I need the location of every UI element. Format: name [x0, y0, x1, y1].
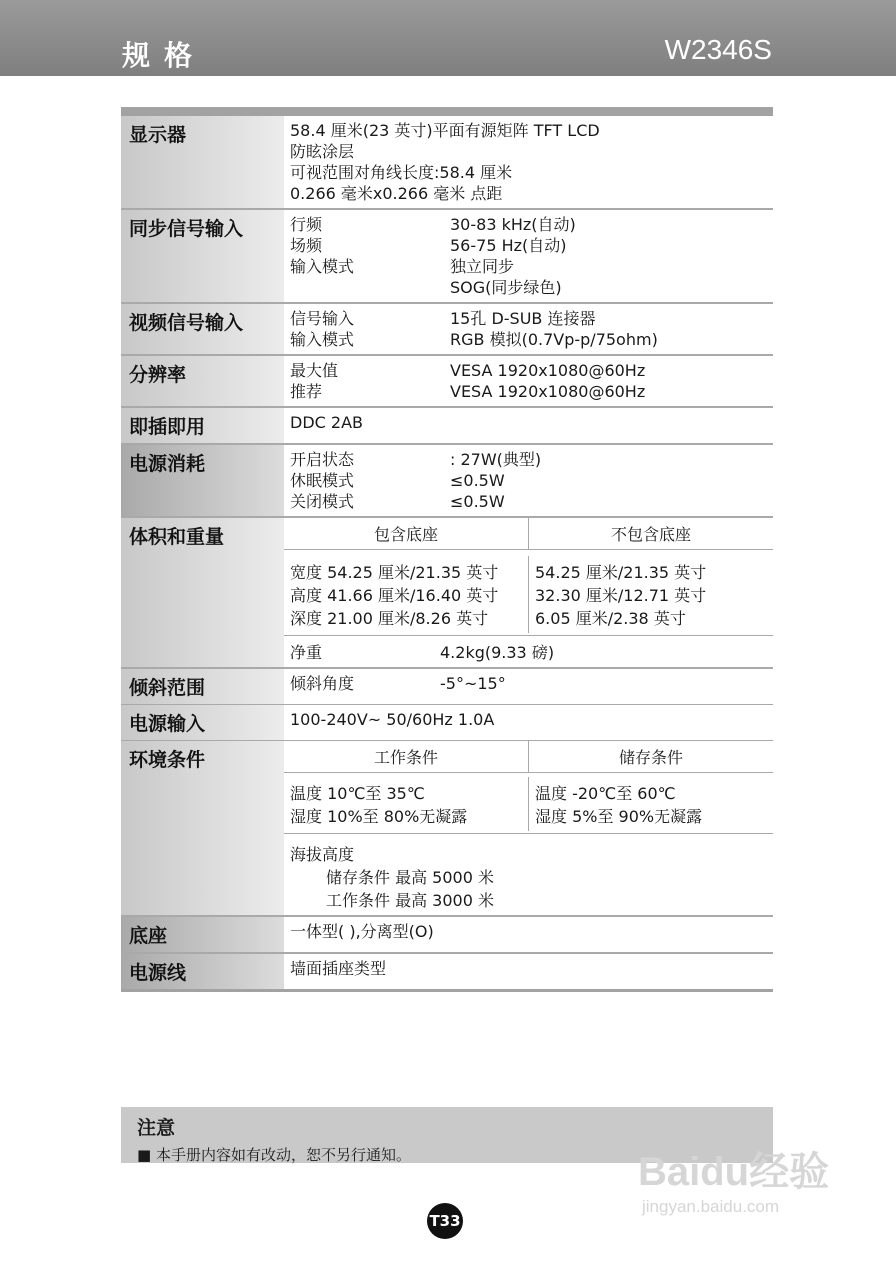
spec-line: 58.4 厘米(23 英寸)平面有源矩阵 TFT LCD: [290, 121, 600, 140]
row-label: 电源线: [121, 954, 284, 989]
spec-row-plugplay: [121, 406, 773, 443]
spec-row-power-input: [121, 704, 773, 740]
page-title: 规格: [122, 39, 207, 72]
row-label: 体积和重量: [121, 518, 284, 667]
spec-row-resolution: [121, 354, 773, 406]
spec-value: VESA 1920x1080@60Hz: [450, 382, 646, 401]
spec-line: 海拔高度: [290, 845, 355, 864]
spec-value: SOG(同步绿色): [450, 278, 562, 297]
spec-value: 15孔 D-SUB 连接器: [450, 309, 596, 328]
spec-row-tilt: [121, 667, 773, 704]
spec-value: 100-240V~ 50/60Hz 1.0A: [290, 710, 495, 729]
spec-line: 湿度 5%至 90%无凝露: [535, 807, 703, 826]
spec-line: 0.266 毫米x0.266 毫米 点距: [290, 184, 503, 203]
spec-key: 净重: [290, 643, 323, 662]
spec-line: 湿度 10%至 80%无凝露: [290, 807, 468, 826]
col-header: 包含底座: [373, 525, 438, 544]
spec-value: 4.2kg(9.33 磅): [440, 643, 555, 662]
spec-key: 最大值: [290, 361, 339, 380]
spec-key: 休眠模式: [290, 471, 355, 490]
spec-value: ≤0.5W: [450, 492, 505, 511]
spec-line: 防眩涂层: [290, 142, 355, 161]
row-label: 电源消耗: [121, 445, 284, 516]
spec-key: 信号输入: [290, 309, 355, 328]
page-header: [0, 0, 896, 76]
spec-row-video: [121, 302, 773, 354]
row-label: 分辨率: [121, 356, 284, 406]
row-label: 底座: [121, 917, 284, 952]
col-header: 工作条件: [373, 748, 438, 767]
spec-row-dimensions: [121, 516, 773, 667]
spec-row-power: [121, 443, 773, 516]
col-header: 不包含底座: [528, 518, 773, 549]
spec-line: 工作条件 最高 3000 米: [326, 891, 494, 910]
model-number: W2346S: [664, 34, 772, 65]
spec-value: VESA 1920x1080@60Hz: [450, 361, 646, 380]
spec-value: : 27W(典型): [450, 450, 542, 469]
spec-line: 储存条件 最高 5000 米: [326, 868, 494, 887]
spec-line: 可视范围对角线长度:58.4 厘米: [290, 163, 513, 182]
spec-row-display: [121, 116, 773, 208]
spec-value: 56-75 Hz(自动): [450, 236, 567, 255]
spec-line: 深度 21.00 厘米/8.26 英寸: [290, 609, 489, 628]
spec-row-sync: [121, 208, 773, 302]
spec-key: [290, 277, 450, 298]
spec-line: 高度 41.66 厘米/16.40 英寸: [290, 586, 499, 605]
spec-line: 54.25 厘米/21.35 英寸: [535, 563, 707, 582]
note-title: 注意: [137, 1117, 176, 1139]
spec-value: ≤0.5W: [450, 471, 505, 490]
spec-row-environment: [121, 740, 773, 915]
spec-table: [121, 107, 773, 992]
spec-line: 温度 -20℃至 60℃: [535, 784, 676, 803]
spec-key: 倾斜角度: [290, 674, 355, 693]
row-label: 环境条件: [121, 741, 284, 915]
row-label: 倾斜范围: [121, 669, 284, 704]
row-label: 即插即用: [121, 408, 284, 443]
note-text: ■ 本手册内容如有改动，恕不另行通知。: [137, 1146, 411, 1164]
spec-key: 输入模式: [290, 330, 355, 349]
watermark-url: jingyan.baidu.com: [642, 1197, 780, 1216]
spec-key: 关闭模式: [290, 492, 355, 511]
page-number: T33: [427, 1203, 463, 1239]
spec-value: RGB 模拟(0.7Vp-p/75ohm): [450, 330, 658, 349]
row-label: 电源输入: [121, 705, 284, 740]
row-label: 视频信号输入: [121, 304, 284, 354]
spec-row-stand: [121, 915, 773, 952]
spec-value: 墙面插座类型: [290, 959, 387, 978]
spec-value: DDC 2AB: [290, 413, 363, 432]
spec-line: 宽度 54.25 厘米/21.35 英寸: [290, 563, 499, 582]
spec-value: 一体型( ),分离型(O): [290, 922, 434, 941]
row-label: 显示器: [121, 116, 284, 208]
col-header: 储存条件: [528, 741, 773, 772]
spec-line: 温度 10℃至 35℃: [290, 784, 425, 803]
spec-value: -5°~15°: [440, 674, 506, 693]
spec-value: 30-83 kHz(自动): [450, 215, 576, 234]
watermark: [638, 1140, 858, 1217]
row-label: 同步信号输入: [121, 210, 284, 302]
spec-line: 6.05 厘米/2.38 英寸: [535, 609, 686, 628]
spec-line: 32.30 厘米/12.71 英寸: [535, 586, 707, 605]
spec-row-cord: [121, 952, 773, 989]
spec-key: 开启状态: [290, 450, 355, 469]
spec-key: 推荐: [290, 382, 323, 401]
spec-key: 输入模式: [290, 257, 355, 276]
spec-key: 场频: [290, 236, 323, 255]
watermark-brand: Baidu经验: [638, 1150, 830, 1194]
spec-value: 独立同步: [450, 257, 515, 276]
spec-key: 行频: [290, 215, 323, 234]
